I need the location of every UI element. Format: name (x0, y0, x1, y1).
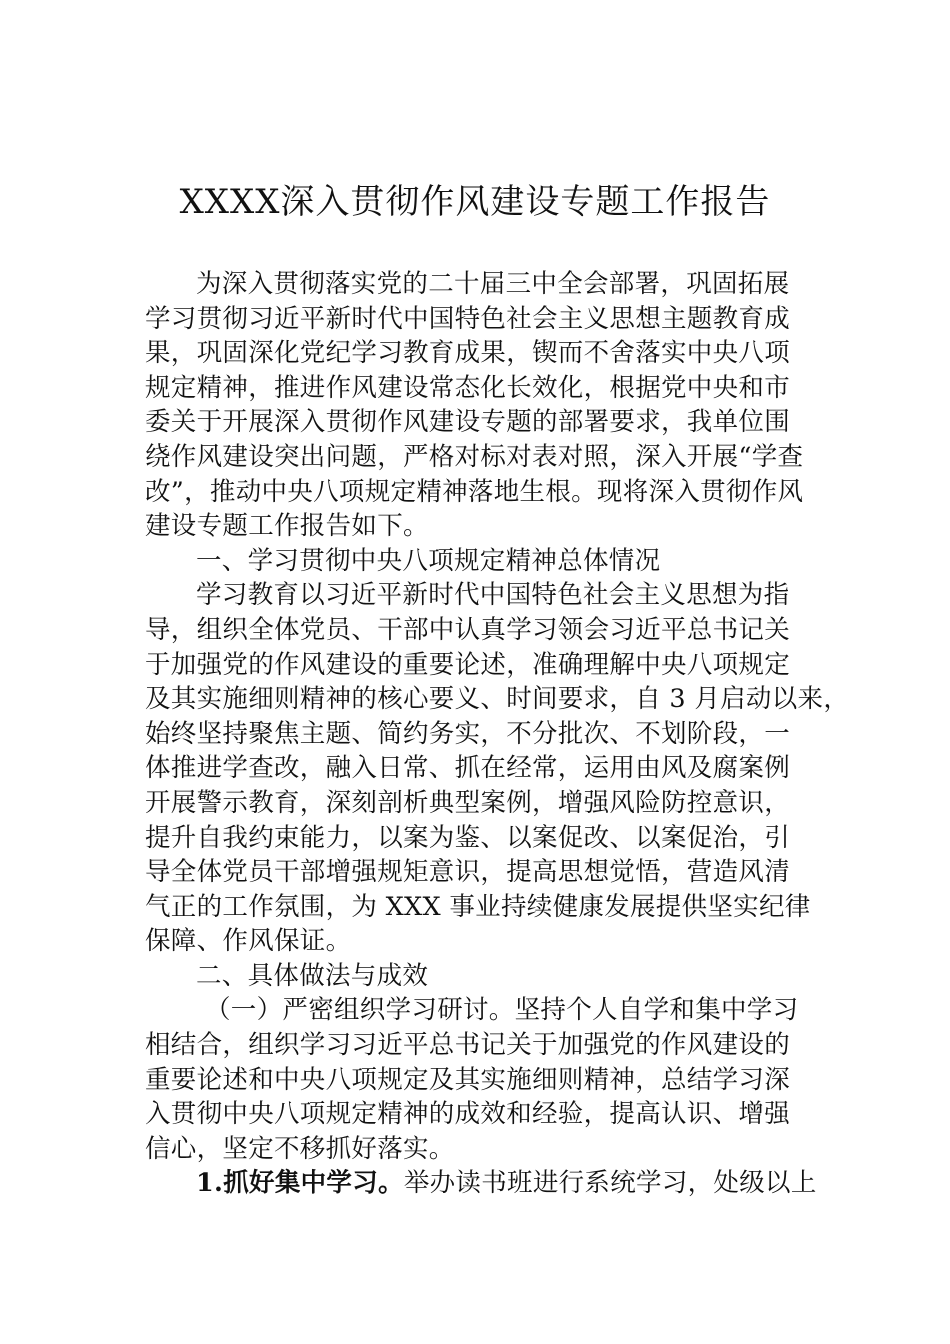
text-line: 始终坚持聚焦主题、简约务实，不分批次、不划阶段，一 (145, 718, 791, 749)
text-line: 相结合，组织学习习近平总书记关于加强党的作风建设的 (145, 1030, 791, 1061)
text-line: 委关于开展深入贯彻作风建设专题的部署要求，我单位围 (145, 407, 791, 438)
text-line: 学习教育以习近平新时代中国特色社会主义思想为指 (196, 580, 790, 611)
text-line: 改”，推动中央八项规定精神落地生根。现将深入贯彻作风 (145, 476, 804, 507)
document-body (145, 267, 850, 1201)
text-line: 为深入贯彻落实党的二十届三中全会部署，巩固拓展 (196, 269, 790, 299)
section-heading: 一、学习贯彻中央八项规定精神总体情况 (196, 545, 661, 576)
text-line: 果，巩固深化党纪学习教育成果，锲而不舍落实中央八项 (145, 338, 791, 369)
text-line: 及其实施细则精神的核心要义、时间要求，自 3 月启动以来， (145, 684, 850, 715)
text-line: 于加强党的作风建设的重要论述，准确理解中央八项规定 (145, 649, 791, 680)
text-line-last (145, 1166, 817, 1201)
text-line: 气正的工作氛围，为 XXX 事业持续健康发展提供坚实纪律 (145, 891, 811, 922)
text-run: 举办读书班进行系统学习，处级以上 (403, 1168, 817, 1199)
text-line: 重要论述和中央八项规定及其实施细则精神，总结学习深 (145, 1064, 791, 1095)
text-line: 绕作风建设突出问题，严格对标对表对照，深入开展“学查 (145, 441, 804, 472)
text-line: 体推进学查改，融入日常、抓在经常，运用由风及腐案例 (145, 753, 791, 784)
section-heading: 二、具体做法与成效 (196, 960, 429, 991)
text-line: 提升自我约束能力，以案为鉴、以案促改、以案促治，引 (145, 822, 791, 853)
text-line: 规定精神，推进作风建设常态化长效化，根据党中央和市 (145, 372, 791, 403)
text-line: 入贯彻中央八项规定精神的成效和经验，提高认识、增强 (145, 1099, 791, 1130)
text-line: 学习贯彻习近平新时代中国特色社会主义思想主题教育成 (145, 303, 791, 334)
text-line: 建设专题工作报告如下。 (145, 511, 429, 542)
document-title: XXXX深入贯彻作风建设专题工作报告 (179, 182, 771, 222)
subsection-heading: （一）严密组织学习研讨。坚持个人自学和集中学习 (205, 995, 799, 1026)
text-line: 导全体党员干部增强规矩意识，提高思想觉悟，营造风清 (145, 857, 791, 888)
bold-lead: 1.抓好集中学习。 (196, 1168, 404, 1199)
text-line: 保障、作风保证。 (145, 926, 352, 957)
text-line: 信心，坚定不移抓好落实。 (145, 1133, 455, 1164)
text-line: 导，组织全体党员、干部中认真学习领会习近平总书记关 (145, 614, 791, 645)
text-line: 开展警示教育，深刻剖析典型案例，增强风险防控意识， (145, 787, 791, 818)
